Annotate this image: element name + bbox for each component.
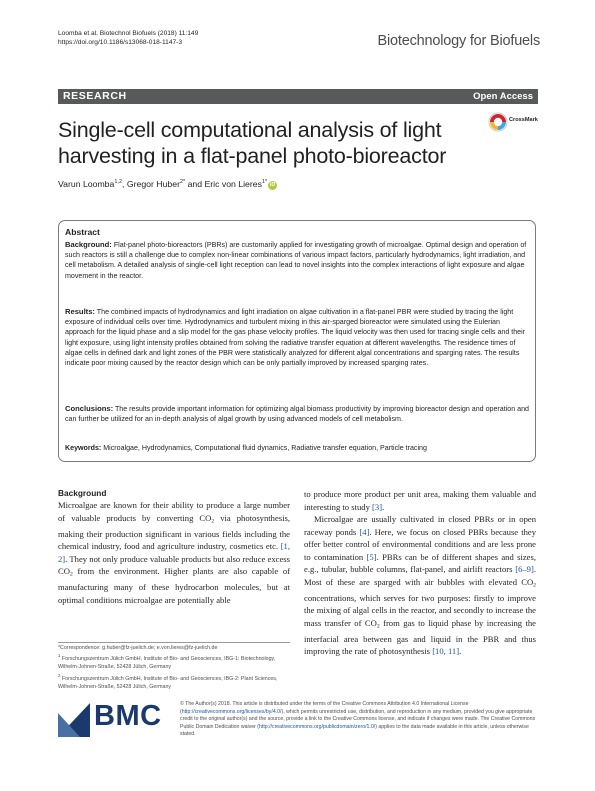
subscript: 2 <box>533 582 536 588</box>
citation-line: Loomba et al. Biotechnol Biofuels (2018) 11:149 <box>58 30 199 37</box>
abstract-conclusions <box>65 404 531 424</box>
body-text: Microalgae are known for their ability to produce a large number of valuable products by converting CO <box>58 500 290 523</box>
license-part: ), which permits unrestricted use, distribution, and reproduction in any medium, provided you give appropriate credit to the original author(s) and the source, provide a link to the Creative Commons license, and indicate if changes were made. The Creative Commons Public Domain Dedication waiver ( <box>180 708 536 730</box>
license-part: ) applies to the data made available in this article, unless otherwise stated. <box>180 723 529 738</box>
author-name[interactable]: , Gregor Huber <box>122 179 180 189</box>
affiliation-number: 2 <box>58 672 61 678</box>
author-name[interactable]: Varun Loomba <box>58 179 115 189</box>
title-line: harvesting in a flat-panel photo-bioreactor <box>58 143 447 168</box>
article-citation <box>58 29 198 47</box>
body-text: . PBRs can be of different shapes and sizes, e.g., tubular, bubble columns, flat-panel, and airlift reactors <box>304 551 536 574</box>
bmc-logo-icon <box>58 703 90 742</box>
license-text <box>180 701 536 739</box>
crossmark-label[interactable]: CrossMark <box>509 117 538 123</box>
crossmark-icon[interactable] <box>488 112 508 137</box>
abstract-background <box>65 240 531 281</box>
body-text: . Here, we focus on closed PBRs because they offer better control of environmental conditions and are less prone to contamination <box>304 526 536 562</box>
affiliation-text: Forschungszentrum Jülich GmbH, Institute of Bio- and Geosciences, IBG-2: Plant Sciences, Wilhelm-Johnen-Straße, 52428 Jülich, Germany <box>58 675 278 690</box>
body-text: concentrations, which serves for two purposes: firstly to improve the mixing of algal cells in the reactor, and secondly to increase the mass transfer of CO <box>304 592 536 628</box>
orcid-icon[interactable]: iD <box>269 182 276 188</box>
citation-link[interactable]: [6–9] <box>515 564 534 574</box>
license-link[interactable]: http://creativecommons.org/publicdomain/zero/1.0/ <box>259 723 376 730</box>
body-column-left <box>58 488 290 606</box>
conclusions-text: The results provide important information for optimizing algal biomass productivity by improving bioreactor design and operation and can further be utilized for an in-depth analysis of algal growth by using advanced models of cell metabolism. <box>65 405 529 424</box>
background-label: Background: <box>65 240 112 249</box>
citation-link[interactable]: [4] <box>359 526 370 537</box>
author-affiliation: 1,2 <box>114 179 123 186</box>
subscript: 2 <box>211 518 215 524</box>
background-text: Flat-panel photo-bioreactors (PBRs) are customarily applied for investigating growth of microalgae. Optimal design and operation of such reactors is still a challenge due to complex non-linear combinations of various impact factors, particularly hydrodynamics, light irradiation, and cell metabolism. A detailed analysis of single-cell light reception can lead to novel insights into the complex interactions of light exposure and algae movement in the reactor. <box>65 241 527 280</box>
license-link[interactable]: http://creativecommons.org/licenses/by/4.0/ <box>181 708 282 715</box>
body-text: Microalgae are usually cultivated in closed PBRs or in open raceway ponds <box>304 514 536 537</box>
results-label: Results: <box>65 307 95 316</box>
affiliation-text: Forschungszentrum Jülich GmbH, Institute of Bio- and Geosciences, IBG-1: Biotechnology, Wilhelm-Johnen-Straße, 52428 Jülich, Germany <box>58 656 276 671</box>
footnote-divider <box>58 642 290 643</box>
footnotes <box>58 644 290 691</box>
body-text: via photosynthesis, making their production significant in various fields including the chemical industry, food and agriculture industry, cosmetics etc. <box>58 512 290 551</box>
open-access-label: Open Access <box>473 91 533 102</box>
article-type-label: RESEARCH <box>63 90 127 102</box>
affiliation-note <box>58 652 290 671</box>
article-type-band <box>58 89 538 104</box>
license-part: © The Author(s) 2018. This article is distributed under the terms of the Creative Commons Attribution 4.0 International License ( <box>180 701 469 715</box>
journal-name: Biotechnology for Biofuels <box>377 33 540 49</box>
citation-link[interactable]: [5] <box>366 551 377 562</box>
body-text: . <box>459 646 462 656</box>
affiliation-number: 1 <box>58 653 61 659</box>
abstract-keywords <box>65 443 531 453</box>
title-line: Single-cell computational analysis of light <box>58 118 442 142</box>
citation-link[interactable]: [1, 2] <box>58 541 290 564</box>
correspondence-note: *Correspondence: g.huber@fz-juelich.de; e.von.lieres@fz-juelich.de <box>58 645 218 651</box>
body-paragraph <box>304 513 536 658</box>
keywords-label: Keywords: <box>65 444 102 452</box>
abstract-results <box>65 307 531 368</box>
citation-link[interactable]: [3] <box>372 501 383 512</box>
article-title <box>58 118 488 169</box>
subscript: 2 <box>69 571 73 578</box>
doi-link[interactable]: https://doi.org/10.1186/s13068-018-1147-3 <box>58 39 183 46</box>
body-text: . <box>382 501 385 512</box>
body-text: from the environment. Higher plants are also capable of manufacturing many of these hydrocarbon molecules, but at optimal conditions microalgae are potentially able <box>58 566 290 605</box>
bmc-logo-text: BMC <box>94 700 162 732</box>
body-paragraph <box>58 499 290 606</box>
body-text: . Most of these are sparged with air bubbles with elevated CO <box>304 564 536 587</box>
author-list <box>58 179 277 190</box>
body-column-right <box>304 488 536 658</box>
conclusions-label: Conclusions: <box>65 404 114 413</box>
body-text: . They not only produce valuable products but also reduce excess CO <box>58 553 290 576</box>
body-text: to produce more product per unit area, making them valuable and interesting to study <box>304 489 536 512</box>
affiliation-note <box>58 672 290 691</box>
keywords-text: Microalgae, Hydrodynamics, Computational fluid dynamics, Radiative transfer equation, Particle tracing <box>101 444 427 452</box>
author-affiliation: 2* <box>179 179 186 186</box>
results-text: The combined impacts of hydrodynamics and light irradiation on algae cultivation in a flat-panel PBR were studied by tracing the light exposure of individual cells over time. Hydrodynamics and turbulent mixing in this air-sparged bioreactor were simulated using the Eulerian approach for the liquid phase and a slip model for the gas phase velocity profiles. The liquid velocity was then used for tracing single cells and their light exposure, using light intensity profiles obtained from solving the radiative transfer equation at different wavelengths. The residence times of algae cells in defined dark and light zones of the PBR were statistically analyzed for different algal concentrations and sparging rates. The results indicate poor mixing caused by the reactor design which can be only partially improved by increased sparging rates. <box>65 308 526 368</box>
abstract-heading: Abstract <box>65 227 100 237</box>
citation-link[interactable]: [10, 11] <box>432 646 460 656</box>
body-paragraph <box>304 488 536 513</box>
section-heading: Background <box>58 488 107 498</box>
author-name[interactable]: and Eric von Lieres <box>185 179 262 189</box>
body-text: from gas to liquid phase by increasing the interfacial area between gas and liquid in the PBR and thus improving the rate of photosynthesis <box>304 617 536 656</box>
subscript: 2 <box>376 623 380 629</box>
author-affiliation: 1* <box>261 179 268 186</box>
